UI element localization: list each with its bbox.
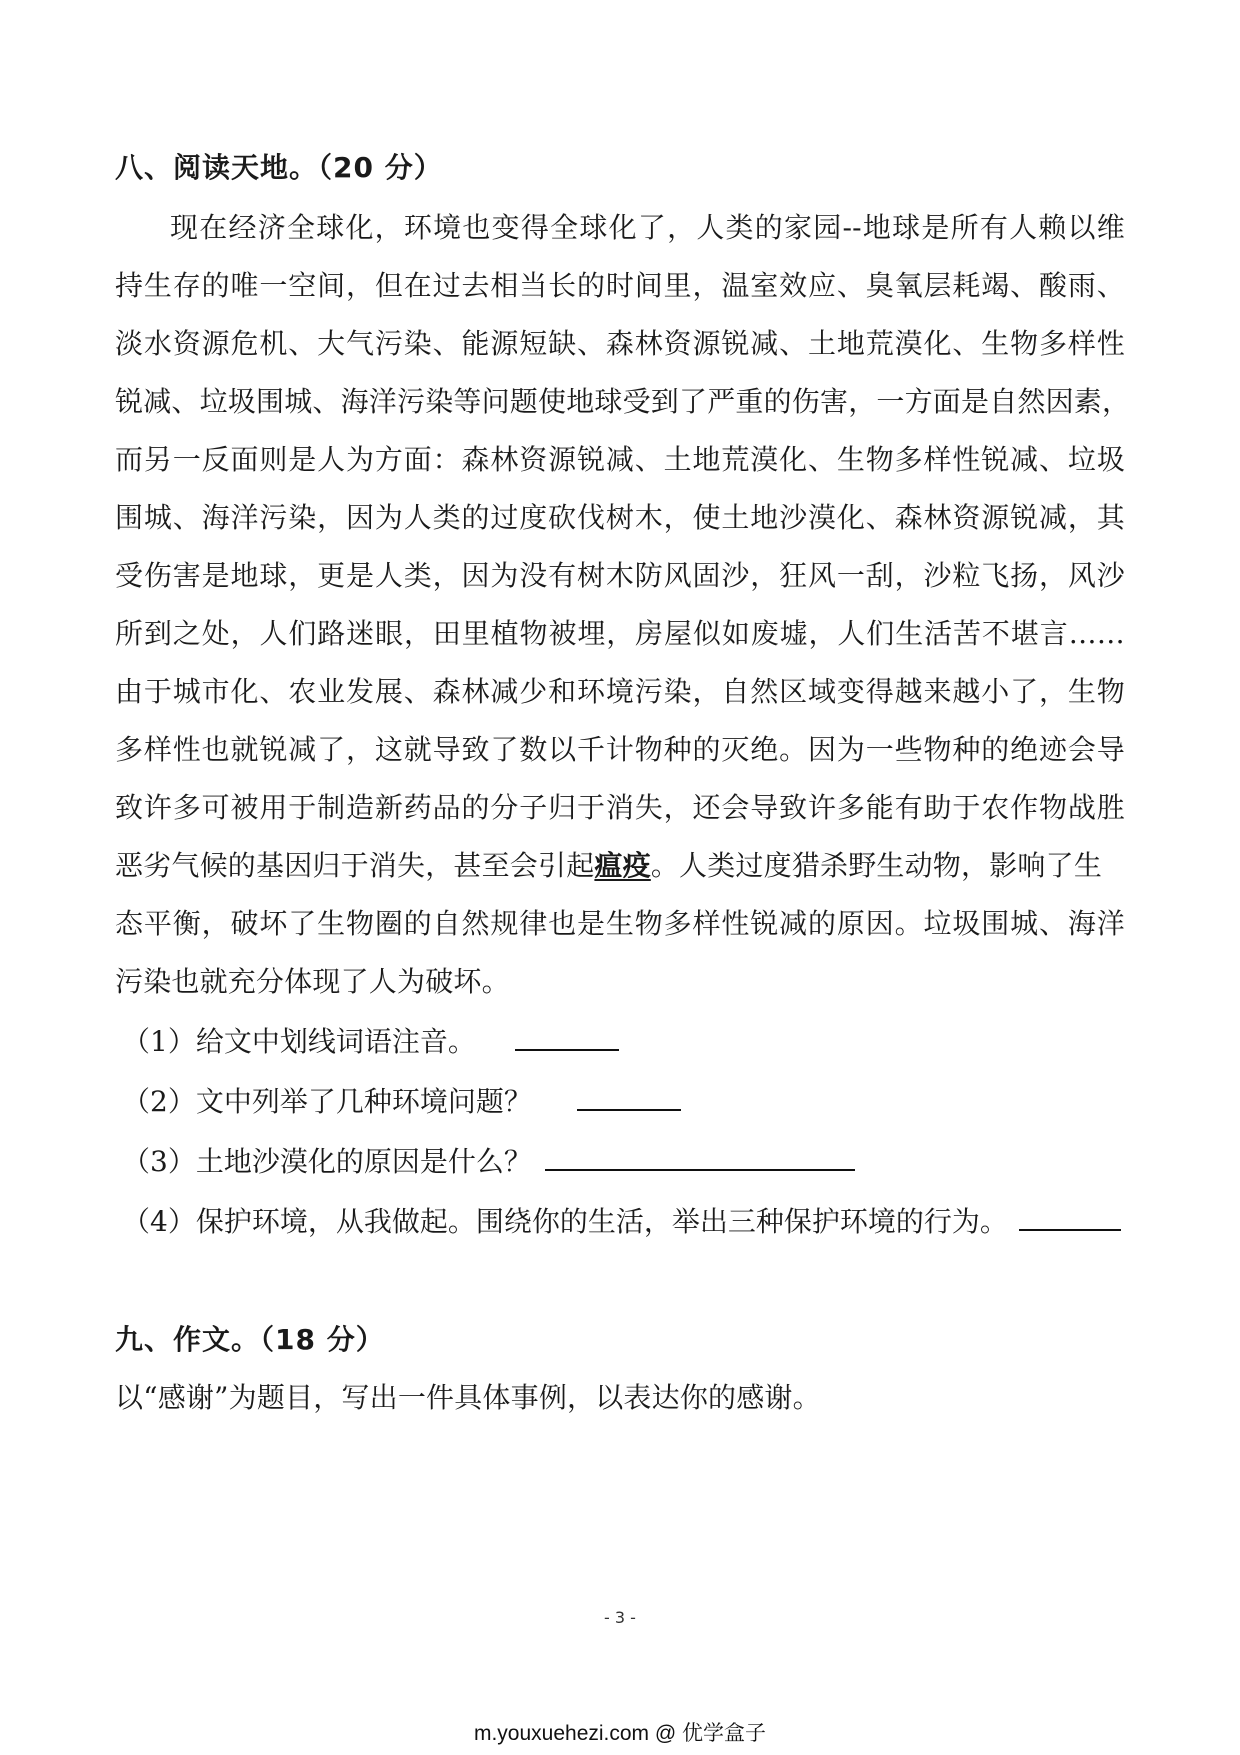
answer-blank-1[interactable] <box>515 1025 619 1051</box>
passage-line: 淡水资源危机、大气污染、能源短缺、森林资源锐减、土地荒漠化、生物多样性 <box>115 327 1125 360</box>
footer-watermark: m.youxuehezi.com @ 优学盒子 <box>473 1722 767 1745</box>
passage-line: 而另一反面则是人为方面：森林资源锐减、土地荒漠化、生物多样性锐减、垃圾 <box>115 443 1125 476</box>
question-3-text: （3）土地沙漠化的原因是什么？ <box>122 1145 532 1178</box>
passage-line: 围城、海洋污染，因为人类的过度砍伐树木，使土地沙漠化、森林资源锐减，其 <box>115 501 1125 534</box>
passage-line: 持生存的唯一空间，但在过去相当长的时间里，温室效应、臭氧层耗竭、酸雨、 <box>115 269 1125 302</box>
answer-blank-4[interactable] <box>1019 1205 1121 1231</box>
question-4-text: （4）保护环境，从我做起。围绕你的生活，举出三种保护环境的行为。 <box>122 1205 1008 1238</box>
passage-line: 多样性也就锐减了，这就导致了数以千计物种的灭绝。因为一些物种的绝迹会导 <box>115 733 1125 766</box>
passage-line: 污染也就充分体现了人为破坏。 <box>115 965 510 998</box>
page-number: - 3 - <box>604 1608 636 1627</box>
passage-line-text: 。人类过度猎杀野生动物，影响了生 <box>650 849 1103 882</box>
question-3 <box>122 1140 855 1180</box>
section-9-title: 九、作文。（18 分） <box>115 1323 385 1356</box>
passage-line-text: 恶劣气候的基因归于消失，甚至会引起 <box>115 849 595 882</box>
essay-prompt: 以“感谢”为题目，写出一件具体事例，以表达你的感谢。 <box>115 1381 821 1414</box>
underlined-word: 瘟疫 <box>594 849 651 882</box>
passage-line: 致许多可被用于制造新药品的分子归于消失，还会导致许多能有助于农作物战胜 <box>115 791 1125 824</box>
passage-line <box>115 844 1125 884</box>
question-2-text: （2）文中列举了几种环境问题？ <box>122 1085 532 1118</box>
question-1-text: （1）给文中划线词语注音。 <box>122 1025 476 1058</box>
passage-line: 由于城市化、农业发展、森林减少和环境污染，自然区域变得越来越小了，生物 <box>115 675 1125 708</box>
question-2 <box>122 1080 681 1120</box>
passage-line: 态平衡，破坏了生物圈的自然规律也是生物多样性锐减的原因。垃圾围城、海洋 <box>115 907 1125 940</box>
answer-blank-3[interactable] <box>545 1145 855 1171</box>
passage-line: 受伤害是地球，更是人类，因为没有树木防风固沙，狂风一刮，沙粒飞扬，风沙 <box>115 559 1125 592</box>
passage-line: 锐减、垃圾围城、海洋污染等问题使地球受到了严重的伤害，一方面是自然因素， <box>115 385 1131 418</box>
question-4 <box>122 1200 1121 1240</box>
section-8-title: 八、阅读天地。（20 分） <box>115 151 443 184</box>
passage-line: 所到之处，人们路迷眼，田里植物被埋，房屋似如废墟，人们生活苦不堪言…… <box>115 617 1125 650</box>
passage-line: 现在经济全球化，环境也变得全球化了，人类的家园--地球是所有人赖以维 <box>170 211 1125 244</box>
answer-blank-2[interactable] <box>577 1085 681 1111</box>
question-1 <box>122 1020 619 1060</box>
